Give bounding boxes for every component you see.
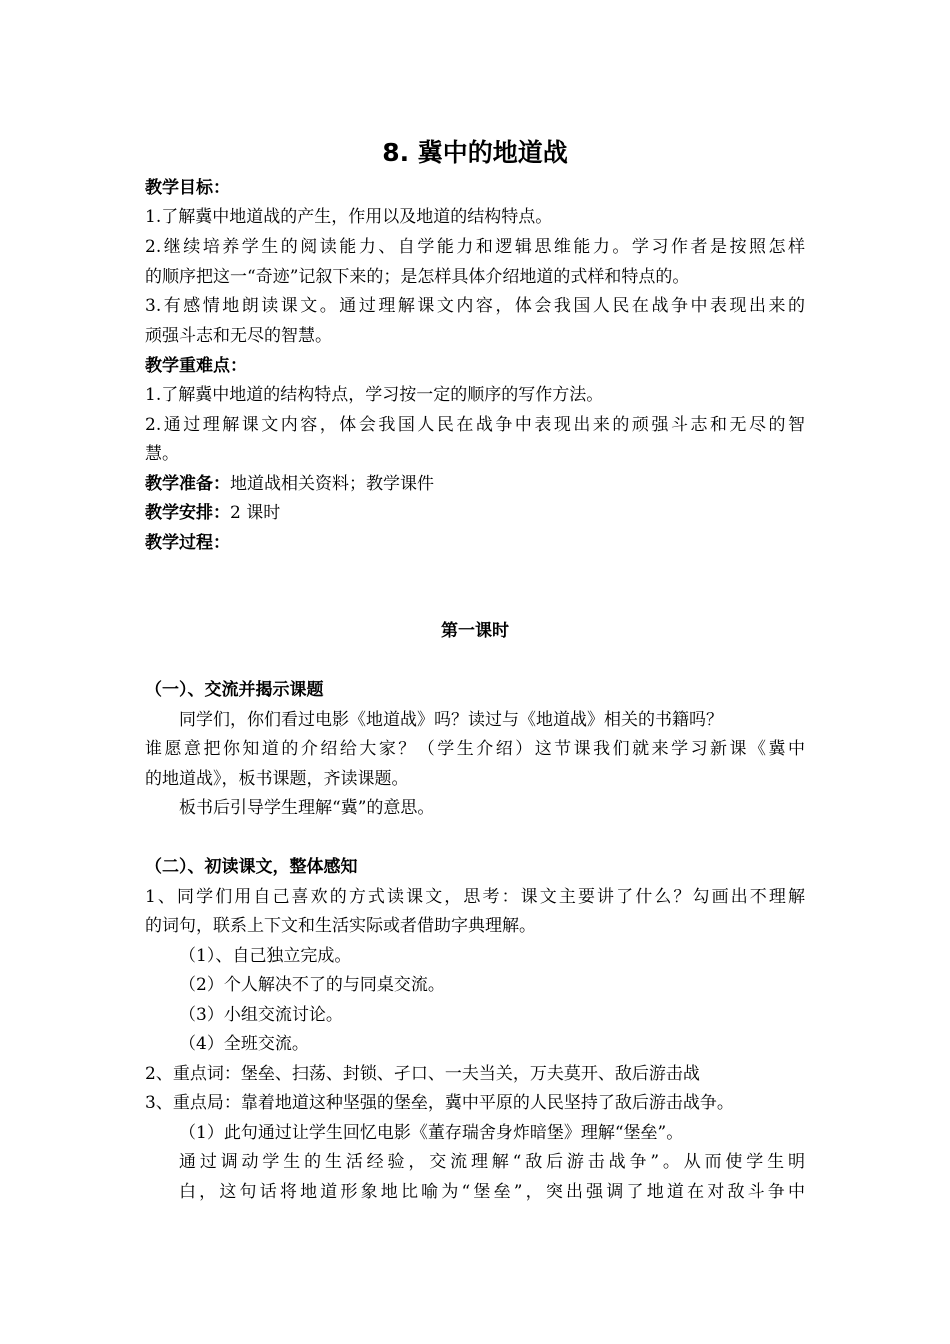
paragraph-line: 3、重点局：靠着地道这种坚强的堡垒，冀中平原的人民坚持了敌后游击战争。 [145,1093,734,1113]
prep-value: 地道战相关资料；教学课件 [230,474,434,494]
list-item: （3）小组交流讨论。 [179,1005,343,1025]
objective-line: 3.有感情地朗读课文。通过理解课文内容，体会我国人民在战争中表现出来的 [145,296,805,316]
list-item: （1）、自己独立完成。 [179,946,352,966]
objectives-heading: 教学目标： [145,178,230,198]
document-title: 8. 冀中的地道战 [382,138,568,167]
paragraph-line: 的词句，联系上下文和生活实际或者借助字典理解。 [145,916,536,936]
paragraph-line: （1）此句通过让学生回忆电影《董存瑞舍身炸暗堡》理解“堡垒”。 [179,1123,684,1143]
list-item: （2）个人解决不了的与同桌交流。 [179,975,445,995]
schedule-row [145,498,280,528]
schedule-value: 2 课时 [230,503,281,523]
paragraph-line: 1、同学们用自己喜欢的方式读课文，思考：课文主要讲了什么？勾画出不理解 [145,887,805,907]
section-heading: （二）、初读课文，整体感知 [145,857,358,877]
objective-line: 的顺序把这一“奇迹”记叙下来的；是怎样具体介绍地道的式样和特点的。 [145,267,690,287]
paragraph-line: 的地道战》，板书课题，齐读课题。 [145,769,409,789]
section-heading: （一）、交流并揭示课题 [145,680,324,700]
keypoint-line: 慧。 [145,444,179,464]
paragraph-line: 白，这句话将地道形象地比喻为“堡垒”，突出强调了地道在对敌斗争中 [179,1182,805,1202]
objective-line: 1.了解冀中地道战的产生，作用以及地道的结构特点。 [145,207,553,227]
keypoint-line: 1.了解冀中地道的结构特点，学习按一定的顺序的写作方法。 [145,385,604,405]
paragraph-line: 同学们，你们看过电影《地道战》吗？读过与《地道战》相关的书籍吗？ [179,710,723,730]
paragraph-line: 谁愿意把你知道的介绍给大家？（学生介绍）这节课我们就来学习新课《冀中 [145,739,805,759]
keypoint-line: 2.通过理解课文内容，体会我国人民在战争中表现出来的顽强斗志和无尽的智 [145,415,805,435]
schedule-label: 教学安排： [145,503,230,523]
process-heading: 教学过程： [145,533,230,553]
list-item: （4）全班交流。 [179,1034,309,1054]
paragraph-line: 2、重点词：堡垒、扫荡、封锁、孑口、一夫当关，万夫莫开、敌后游击战 [145,1064,700,1084]
objective-line: 顽强斗志和无尽的智慧。 [145,326,332,346]
prep-row [145,469,434,499]
objective-line: 2.继续培养学生的阅读能力、自学能力和逻辑思维能力。学习作者是按照怎样 [145,237,805,257]
keypoints-heading: 教学重难点： [145,356,247,376]
paragraph-line: 板书后引导学生理解“冀”的意思。 [179,798,435,818]
prep-label: 教学准备： [145,474,230,494]
lesson-heading: 第一课时 [441,621,509,641]
paragraph-line: 通过调动学生的生活经验，交流理解“敌后游击战争”。从而使学生明 [179,1152,805,1172]
